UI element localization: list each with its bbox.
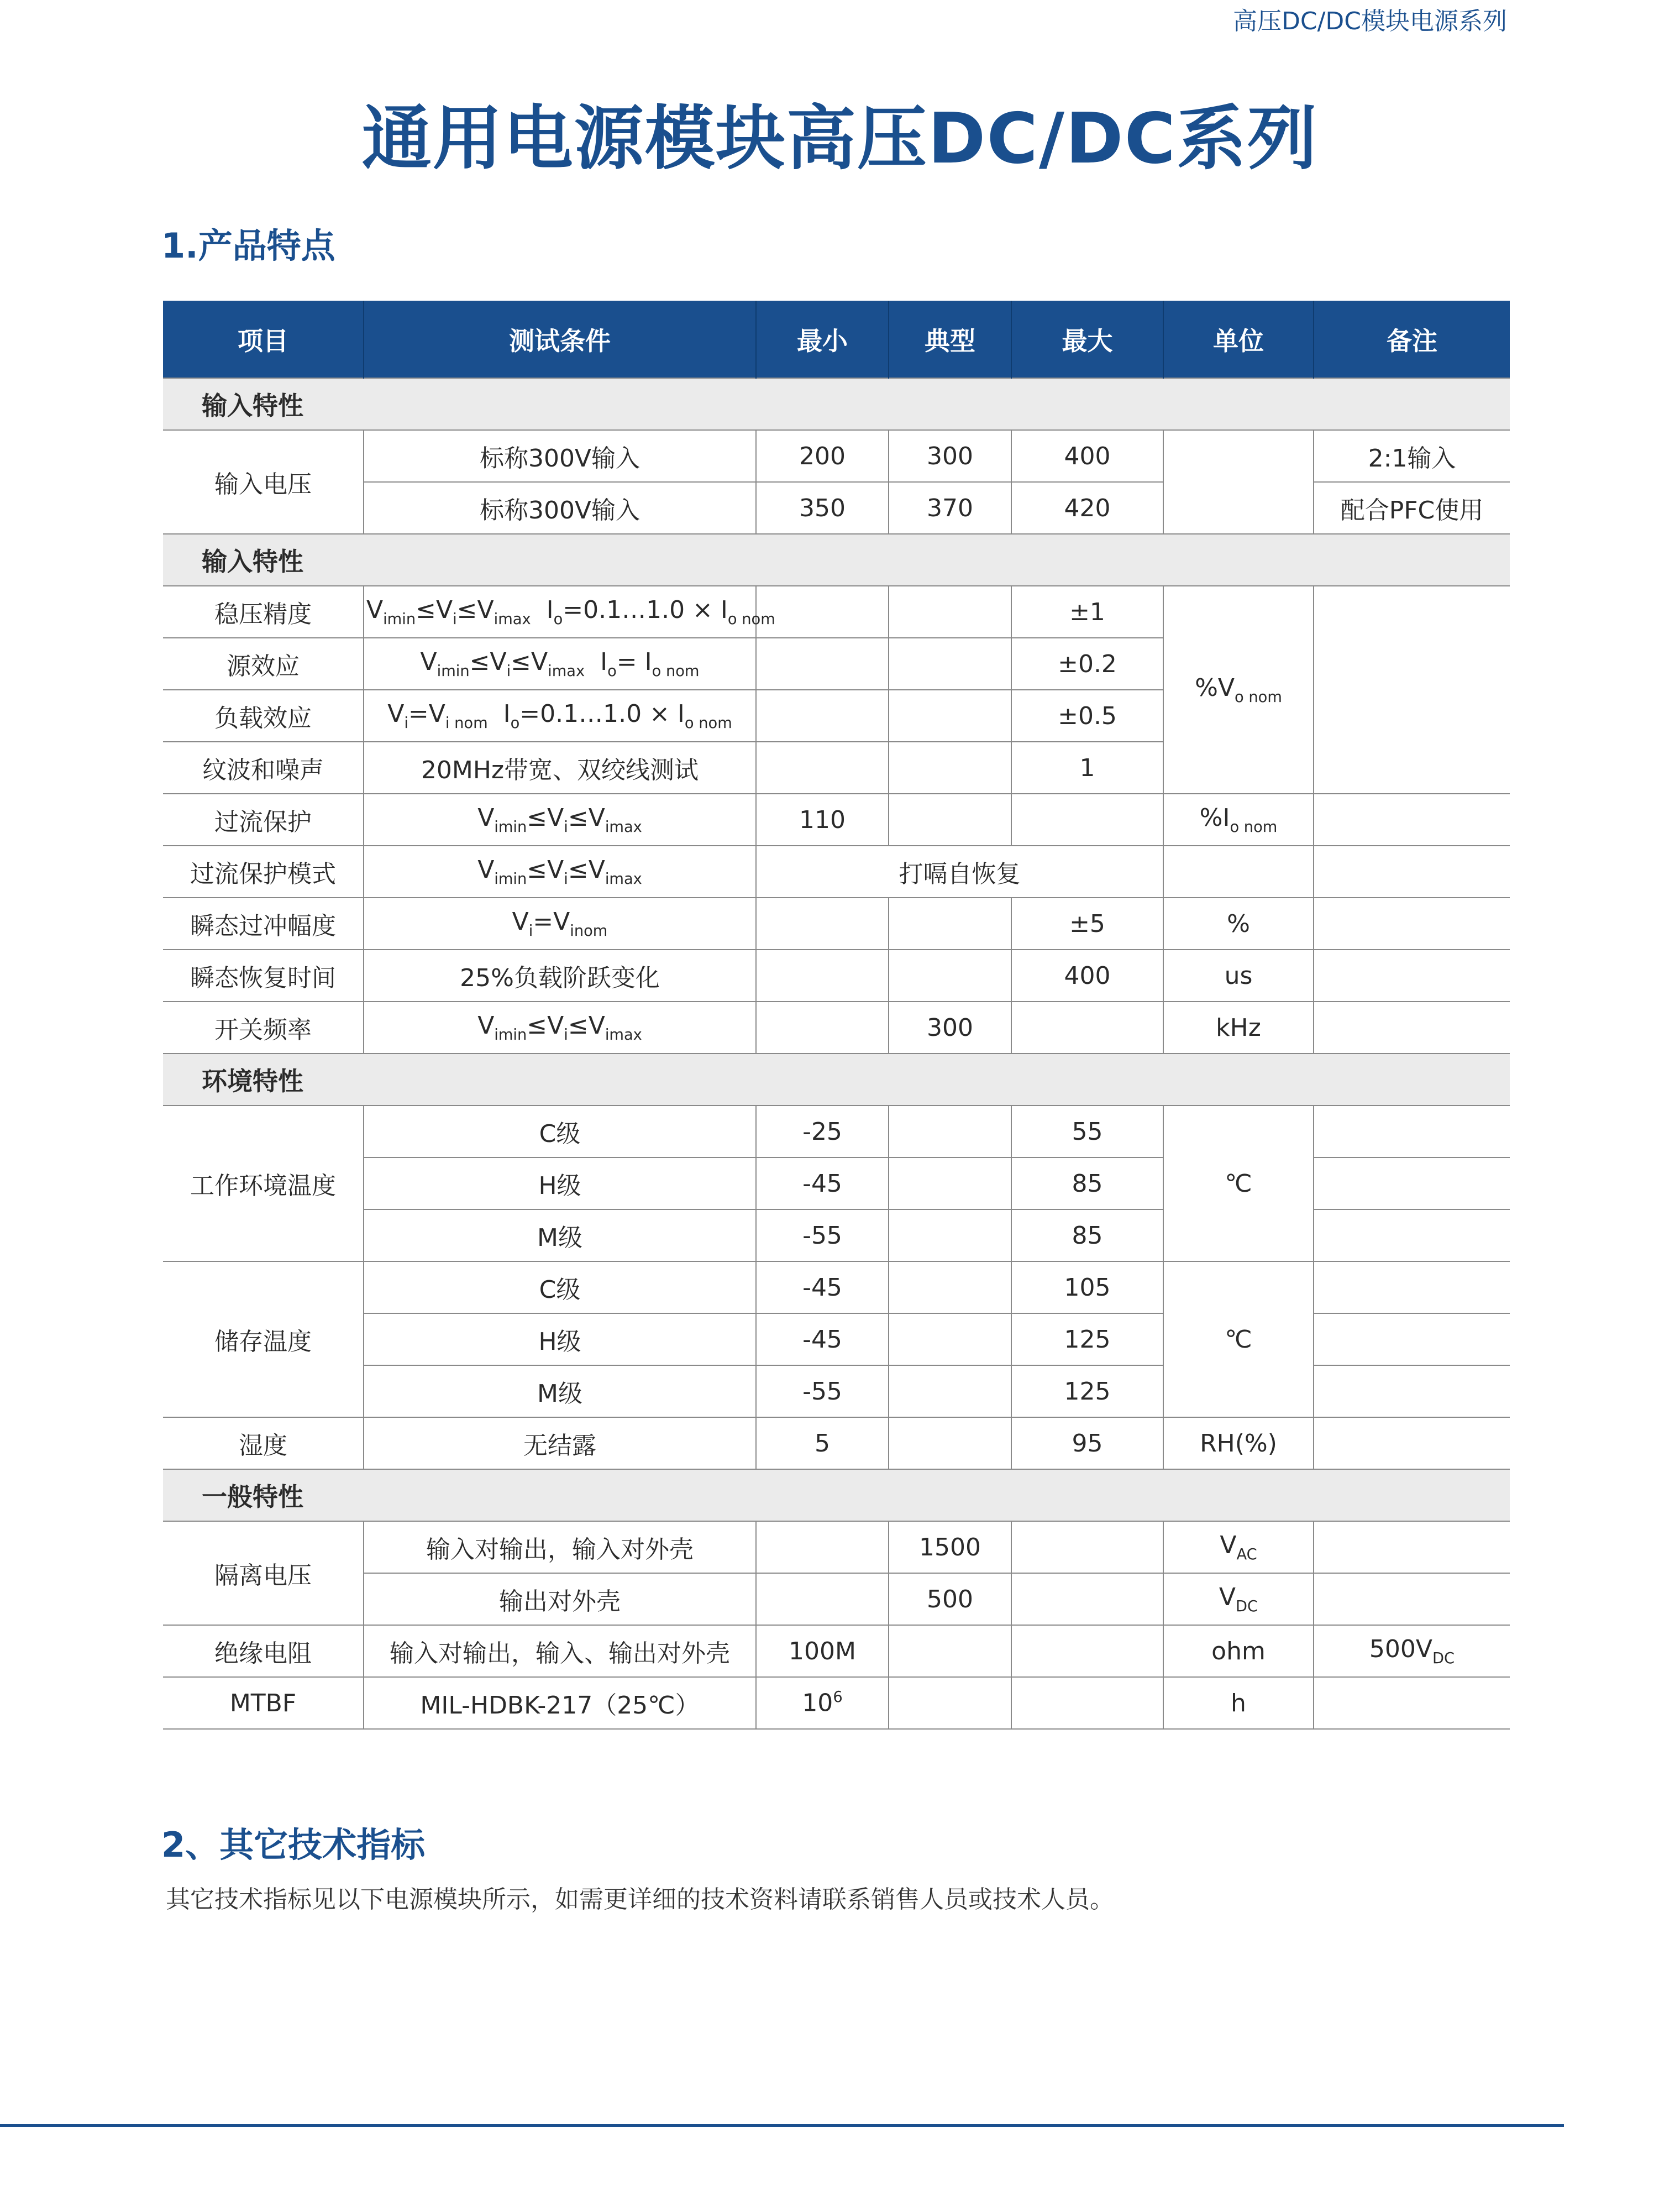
typ-cell [889, 586, 1011, 638]
note-cell [1314, 1261, 1510, 1313]
condition-cell: C级 [364, 1105, 756, 1157]
min-cell [756, 690, 889, 742]
min-cell: -45 [756, 1157, 889, 1209]
unit-cell: ohm [1163, 1625, 1314, 1677]
section-title-other-specs: 2、其它技术指标 [161, 1825, 426, 1865]
unit-subscript: AC [1236, 1545, 1257, 1563]
unit-cell: h [1163, 1677, 1314, 1729]
item-cell: 过流保护模式 [163, 846, 364, 898]
table-row [163, 586, 1510, 638]
condition-cell: $V_{imin}\le V_i\le V_{imax}$ [364, 1002, 756, 1054]
table-row [163, 898, 1510, 950]
min-cell: 100M [756, 1625, 889, 1677]
item-cell: 湿度 [163, 1417, 364, 1469]
typ-cell [889, 898, 1011, 950]
min-cell [756, 1521, 889, 1573]
min-cell: 350 [756, 482, 889, 534]
condition-cell: H级 [364, 1313, 756, 1365]
max-cell: 95 [1011, 1417, 1163, 1469]
unit-cell: $\%V_{o nom}$ [1163, 586, 1314, 794]
min-cell: -25 [756, 1105, 889, 1157]
table-row [163, 1677, 1510, 1729]
unit-cell: $\%I_{o nom}$ [1163, 794, 1314, 846]
unit-cell [1163, 846, 1314, 898]
max-cell: ±0.2 [1011, 638, 1163, 690]
item-cell: MTBF [163, 1677, 364, 1729]
note-cell [1314, 1209, 1510, 1261]
condition-cell: $V_i=V_{i nom}$ $I_o=0.1\dots 1.0 \times I_{o nom}$ [364, 690, 756, 742]
table-row [163, 1573, 1510, 1625]
min-cell: -45 [756, 1261, 889, 1313]
group-row-general [163, 1469, 1510, 1521]
unit-cell: ℃ [1163, 1105, 1314, 1261]
typ-cell [889, 950, 1011, 1002]
max-cell [1011, 1002, 1163, 1054]
unit-cell: ℃ [1163, 1261, 1314, 1417]
page-title: 通用电源模块高压DC/DC系列 [361, 98, 1319, 179]
group-label: 一般特性 [163, 1469, 1510, 1521]
section-title-features: 1.产品特点 [161, 226, 335, 266]
condition-cell: 输出对外壳 [364, 1573, 756, 1625]
max-cell [1011, 1573, 1163, 1625]
typ-cell [889, 1677, 1011, 1729]
condition-cell: H级 [364, 1157, 756, 1209]
min-cell [756, 586, 889, 638]
col-header-unit: 单位 [1163, 301, 1314, 378]
col-header-min: 最小 [756, 301, 889, 378]
typ-cell: 300 [889, 430, 1011, 482]
typ-cell [889, 1417, 1011, 1469]
typ-cell [889, 690, 1011, 742]
note-cell [1314, 1157, 1510, 1209]
note-cell [1314, 898, 1510, 950]
note-cell [1314, 1105, 1510, 1157]
unit-cell: % [1163, 898, 1314, 950]
unit-cell: RH(%) [1163, 1417, 1314, 1469]
item-cell: 瞬态过冲幅度 [163, 898, 364, 950]
typ-cell [889, 1157, 1011, 1209]
max-cell [1011, 1677, 1163, 1729]
condition-cell: 输入对输出，输入、输出对外壳 [364, 1625, 756, 1677]
col-header-note: 备注 [1314, 301, 1510, 378]
col-header-item: 项目 [163, 301, 364, 378]
condition-cell: $V_{imin}\le V_i\le V_{imax}$ [364, 794, 756, 846]
group-label: 输入特性 [163, 378, 1510, 430]
condition-cell: C级 [364, 1261, 756, 1313]
note-cell [1314, 1573, 1510, 1625]
max-cell: 420 [1011, 482, 1163, 534]
item-cell: 纹波和噪声 [163, 742, 364, 794]
note-value: 500V [1369, 1635, 1433, 1664]
section-description: 其它技术指标见以下电源模块所示，如需更详细的技术资料请联系销售人员或技术人员。 [166, 1885, 1114, 1914]
spec-table [163, 301, 1510, 1730]
note-cell [1314, 1365, 1510, 1417]
condition-cell: 20MHz带宽、双绞线测试 [364, 742, 756, 794]
typ-cell [889, 1105, 1011, 1157]
min-cell [756, 950, 889, 1002]
item-cell: 稳压精度 [163, 586, 364, 638]
note-cell [1314, 1417, 1510, 1469]
unit-cell: us [1163, 950, 1314, 1002]
col-header-condition: 测试条件 [364, 301, 756, 378]
condition-cell: M级 [364, 1209, 756, 1261]
value-cell: 打嗝自恢复 [756, 846, 1163, 898]
table-row [163, 846, 1510, 898]
group-label: 输入特性 [163, 534, 1510, 586]
min-cell: 110 [756, 794, 889, 846]
min-cell: 200 [756, 430, 889, 482]
min-cell [756, 1677, 889, 1729]
note-cell: 配合PFC使用 [1314, 482, 1510, 534]
typ-cell: 300 [889, 1002, 1011, 1054]
table-row [163, 1625, 1510, 1677]
condition-cell: $V_{imin}\le V_i\le V_{imax}$ [364, 846, 756, 898]
unit-subscript: DC [1236, 1597, 1258, 1615]
max-cell: 55 [1011, 1105, 1163, 1157]
table-header-row [163, 301, 1510, 378]
group-row-input-2 [163, 534, 1510, 586]
max-cell: 400 [1011, 950, 1163, 1002]
group-label: 环境特性 [163, 1054, 1510, 1105]
table-row [163, 1105, 1510, 1157]
condition-cell: M级 [364, 1365, 756, 1417]
condition-cell: $V_{imin}\le V_i\le V_{imax}$ $I_o= I_{o nom}$ [364, 638, 756, 690]
min-cell: 5 [756, 1417, 889, 1469]
typ-cell [889, 794, 1011, 846]
max-cell: 85 [1011, 1209, 1163, 1261]
note-cell [1314, 1002, 1510, 1054]
item-cell: 绝缘电阻 [163, 1625, 364, 1677]
unit-cell: $V_{DC}$ [1163, 1573, 1314, 1625]
max-cell: 125 [1011, 1365, 1163, 1417]
min-cell [756, 638, 889, 690]
condition-cell: 标称300V输入 [364, 430, 756, 482]
min-cell: -45 [756, 1313, 889, 1365]
col-header-max: 最大 [1011, 301, 1163, 378]
condition-cell: MIL-HDBK-217（25℃） [364, 1677, 756, 1729]
typ-cell [889, 1261, 1011, 1313]
group-row-environment [163, 1054, 1510, 1105]
typ-cell: 1500 [889, 1521, 1011, 1573]
note-cell [1314, 1313, 1510, 1365]
item-cell: 储存温度 [163, 1261, 364, 1417]
item-cell: 开关频率 [163, 1002, 364, 1054]
typ-cell [889, 1625, 1011, 1677]
condition-cell: 输入对输出，输入对外壳 [364, 1521, 756, 1573]
min-cell [756, 742, 889, 794]
note-cell [1314, 846, 1510, 898]
max-cell: 1 [1011, 742, 1163, 794]
unit-cell: kHz [1163, 1002, 1314, 1054]
max-cell: ±5 [1011, 898, 1163, 950]
table-row [163, 1521, 1510, 1573]
col-header-typ: 典型 [889, 301, 1011, 378]
condition-cell: 无结露 [364, 1417, 756, 1469]
group-row-input [163, 378, 1510, 430]
item-cell: 瞬态恢复时间 [163, 950, 364, 1002]
note-cell: 2:1输入 [1314, 430, 1510, 482]
typ-cell [889, 1365, 1011, 1417]
typ-cell [889, 1313, 1011, 1365]
table-row [163, 950, 1510, 1002]
max-cell: 105 [1011, 1261, 1163, 1313]
note-subscript: DC [1432, 1649, 1455, 1667]
item-cell: 工作环境温度 [163, 1105, 364, 1261]
typ-cell [889, 638, 1011, 690]
item-cell: 隔离电压 [163, 1521, 364, 1625]
max-cell: ±0.5 [1011, 690, 1163, 742]
typ-cell: 500 [889, 1573, 1011, 1625]
max-cell: 400 [1011, 430, 1163, 482]
note-cell [1314, 1521, 1510, 1573]
bottom-divider [0, 2124, 1564, 2127]
mtbf-exponent: 6 [833, 1689, 843, 1706]
min-cell [756, 898, 889, 950]
max-cell [1011, 794, 1163, 846]
item-cell: 负载效应 [163, 690, 364, 742]
unit-cell: $V_{AC}$ [1163, 1521, 1314, 1573]
max-cell: 85 [1011, 1157, 1163, 1209]
table-row [163, 794, 1510, 846]
note-cell [1314, 1625, 1510, 1677]
min-cell: -55 [756, 1209, 889, 1261]
table-row [163, 430, 1510, 482]
max-cell: ±1 [1011, 586, 1163, 638]
max-cell: 125 [1011, 1313, 1163, 1365]
note-cell [1314, 586, 1510, 794]
item-cell: 源效应 [163, 638, 364, 690]
min-cell: -55 [756, 1365, 889, 1417]
unit-cell [1163, 430, 1314, 534]
table-row [163, 1261, 1510, 1313]
note-cell [1314, 1677, 1510, 1729]
typ-cell: 370 [889, 482, 1011, 534]
item-cell: 过流保护 [163, 794, 364, 846]
mtbf-base: 10 [802, 1689, 833, 1717]
note-cell [1314, 794, 1510, 846]
max-cell [1011, 1521, 1163, 1573]
header-series-label: 高压DC/DC模块电源系列 [1232, 7, 1507, 35]
min-cell [756, 1573, 889, 1625]
note-cell [1314, 950, 1510, 1002]
condition-cell: $V_i=V_{inom}$ [364, 898, 756, 950]
typ-cell [889, 742, 1011, 794]
typ-cell [889, 1209, 1011, 1261]
item-cell: 输入电压 [163, 430, 364, 534]
max-cell [1011, 1625, 1163, 1677]
condition-cell: 标称300V输入 [364, 482, 756, 534]
condition-cell: 25%负载阶跃变化 [364, 950, 756, 1002]
condition-cell: $V_{imin}\le V_i\le V_{imax}$ $I_o=0.1\dots 1.0 \times I_{o nom}$ [364, 586, 756, 638]
table-row [163, 1002, 1510, 1054]
min-cell [756, 1002, 889, 1054]
table-row [163, 1417, 1510, 1469]
